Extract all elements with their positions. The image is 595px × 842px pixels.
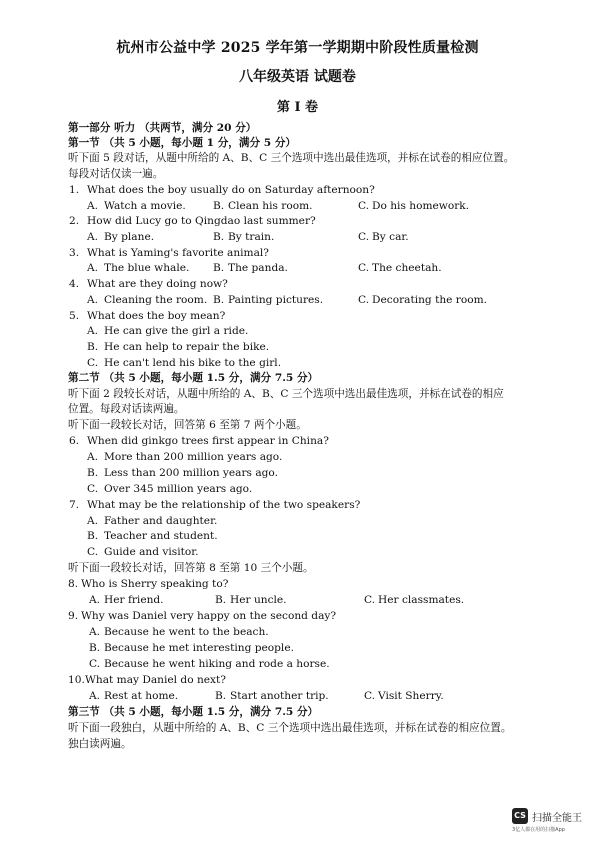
section1-instruction-2: 每段对话仅读一遍。 bbox=[68, 168, 164, 180]
option-a: The blue whale. bbox=[104, 262, 190, 274]
option-letter-c: C. bbox=[87, 546, 99, 558]
question-number: 4. bbox=[69, 278, 80, 290]
option-letter-a: A. bbox=[89, 594, 101, 606]
option-a: Watch a movie. bbox=[104, 200, 186, 212]
option-a: By plane. bbox=[104, 231, 155, 243]
section1-heading: 第一节 （共 5 小题，每小题 1 分，满分 5 分） bbox=[68, 137, 297, 149]
option-b: By train. bbox=[228, 231, 275, 243]
option-c: Do his homework. bbox=[372, 200, 470, 212]
question-stem: What is Yaming's favorite animal? bbox=[87, 247, 269, 259]
option-letter-c: C. bbox=[87, 483, 99, 495]
option-letter-a: A. bbox=[87, 262, 99, 274]
option-b: Less than 200 million years ago. bbox=[104, 467, 278, 479]
question-stem: When did ginkgo trees first appear in China? bbox=[87, 435, 329, 447]
option-a: Cleaning the room. bbox=[104, 294, 208, 306]
volume-label: 第 I 卷 bbox=[276, 100, 319, 115]
section2-instruction-2: 位置。每段对话读两遍。 bbox=[68, 403, 185, 415]
option-letter-c: C. bbox=[89, 658, 101, 670]
question-stem: What does the boy mean? bbox=[87, 310, 226, 322]
part1-heading: 第一部分 听力 （共两节，满分 20 分） bbox=[68, 122, 257, 134]
option-b: Painting pictures. bbox=[228, 294, 324, 306]
option-letter-b: B. bbox=[215, 690, 227, 702]
option-letter-b: B. bbox=[89, 642, 101, 654]
watermark-tagline: 3亿人都在用的扫描App bbox=[512, 827, 565, 833]
option-letter-a: A. bbox=[87, 325, 99, 337]
question-stem: Why was Daniel very happy on the second day? bbox=[81, 610, 337, 622]
exam-title: 杭州市公益中学 2025 学年第一学期期中阶段性质量检测 bbox=[116, 40, 479, 56]
option-letter-b: B. bbox=[87, 530, 99, 542]
option-b: Her uncle. bbox=[230, 594, 287, 606]
option-b: The panda. bbox=[228, 262, 288, 274]
question-stem: What may be the relationship of the two speakers? bbox=[87, 499, 361, 511]
watermark-app-name: 扫描全能王 bbox=[532, 813, 582, 824]
option-letter-a: A. bbox=[87, 515, 99, 527]
section2-heading: 第二节 （共 5 小题，每小题 1.5 分，满分 7.5 分） bbox=[68, 372, 319, 384]
option-a: Because he went to the beach. bbox=[104, 626, 269, 638]
option-b: Start another trip. bbox=[230, 690, 329, 702]
dialog-instruction: 听下面一段较长对话，回答第 6 至第 7 两个小题。 bbox=[68, 419, 307, 431]
option-c: Guide and visitor. bbox=[104, 546, 199, 558]
exam-subtitle: 八年级英语 试题卷 bbox=[239, 69, 356, 85]
option-b: He can help to repair the bike. bbox=[104, 341, 270, 353]
question-number: 9. bbox=[68, 610, 79, 622]
section3-instruction-2: 独白读两遍。 bbox=[68, 738, 132, 750]
section1-instruction: 听下面 5 段对话，从题中所给的 A、B、C 三个选项中选出最佳选项，并标在试卷的相应位置。 bbox=[68, 152, 515, 164]
option-b: Because he met interesting people. bbox=[104, 642, 294, 654]
question-number: 5. bbox=[69, 310, 80, 322]
option-a: Rest at home. bbox=[104, 690, 179, 702]
scanner-watermark bbox=[512, 806, 592, 836]
option-letter-b: B. bbox=[87, 341, 99, 353]
option-letter-c: C. bbox=[87, 357, 99, 369]
option-letter-b: B. bbox=[213, 294, 225, 306]
option-letter-c: C. bbox=[358, 231, 370, 243]
option-letter-b: B. bbox=[213, 200, 225, 212]
section3-instruction: 听下面一段独白，从题中所给的 A、B、C 三个选项中选出最佳选项，并标在试卷的相应位置。 bbox=[68, 722, 512, 734]
option-b: Teacher and student. bbox=[104, 530, 218, 542]
option-c: He can't lend his bike to the girl. bbox=[104, 357, 282, 369]
option-letter-b: B. bbox=[215, 594, 227, 606]
question-number: 1. bbox=[69, 184, 80, 196]
option-c: Decorating the room. bbox=[372, 294, 488, 306]
option-letter-b: B. bbox=[213, 231, 225, 243]
question-number: 3. bbox=[69, 247, 80, 259]
option-c: The cheetah. bbox=[372, 262, 442, 274]
section3-heading: 第三节 （共 5 小题，每小题 1.5 分，满分 7.5 分） bbox=[68, 706, 319, 718]
question-number: 8. bbox=[68, 578, 79, 590]
option-a: Her friend. bbox=[104, 594, 164, 606]
option-letter-c: C. bbox=[364, 690, 376, 702]
option-c: Visit Sherry. bbox=[378, 690, 444, 702]
option-letter-a: A. bbox=[89, 690, 101, 702]
option-c: Her classmates. bbox=[378, 594, 465, 606]
option-c: Because he went hiking and rode a horse. bbox=[104, 658, 330, 670]
camscanner-logo-icon: CS bbox=[512, 808, 528, 824]
option-letter-a: A. bbox=[87, 200, 99, 212]
option-letter-b: B. bbox=[87, 467, 99, 479]
option-a: He can give the girl a ride. bbox=[104, 325, 249, 337]
option-a: Father and daughter. bbox=[104, 515, 218, 527]
option-letter-a: A. bbox=[87, 451, 99, 463]
question-number: 10. bbox=[68, 674, 85, 686]
option-letter-a: A. bbox=[89, 626, 101, 638]
section2-instruction: 听下面 2 段较长对话，从题中所给的 A、B、C 三个选项中选出最佳选项，并标在试卷的相应 bbox=[68, 388, 504, 400]
option-a: More than 200 million years ago. bbox=[104, 451, 283, 463]
question-stem: What may Daniel do next? bbox=[85, 674, 226, 686]
option-letter-c: C. bbox=[358, 262, 370, 274]
option-letter-a: A. bbox=[87, 231, 99, 243]
option-letter-a: A. bbox=[87, 294, 99, 306]
option-b: Clean his room. bbox=[228, 200, 313, 212]
option-letter-c: C. bbox=[358, 200, 370, 212]
dialog-instruction: 听下面一段较长对话，回答第 8 至第 10 三个小题。 bbox=[68, 562, 314, 574]
question-number: 7. bbox=[69, 499, 80, 511]
option-letter-c: C. bbox=[364, 594, 376, 606]
option-letter-b: B. bbox=[213, 262, 225, 274]
question-stem: What does the boy usually do on Saturday afternoon? bbox=[87, 184, 375, 196]
option-c: Over 345 million years ago. bbox=[104, 483, 253, 495]
question-stem: What are they doing now? bbox=[87, 278, 228, 290]
question-number: 6. bbox=[69, 435, 80, 447]
question-stem: How did Lucy go to Qingdao last summer? bbox=[87, 215, 316, 227]
question-stem: Who is Sherry speaking to? bbox=[81, 578, 229, 590]
question-number: 2. bbox=[69, 215, 80, 227]
option-letter-c: C. bbox=[358, 294, 370, 306]
option-c: By car. bbox=[372, 231, 409, 243]
